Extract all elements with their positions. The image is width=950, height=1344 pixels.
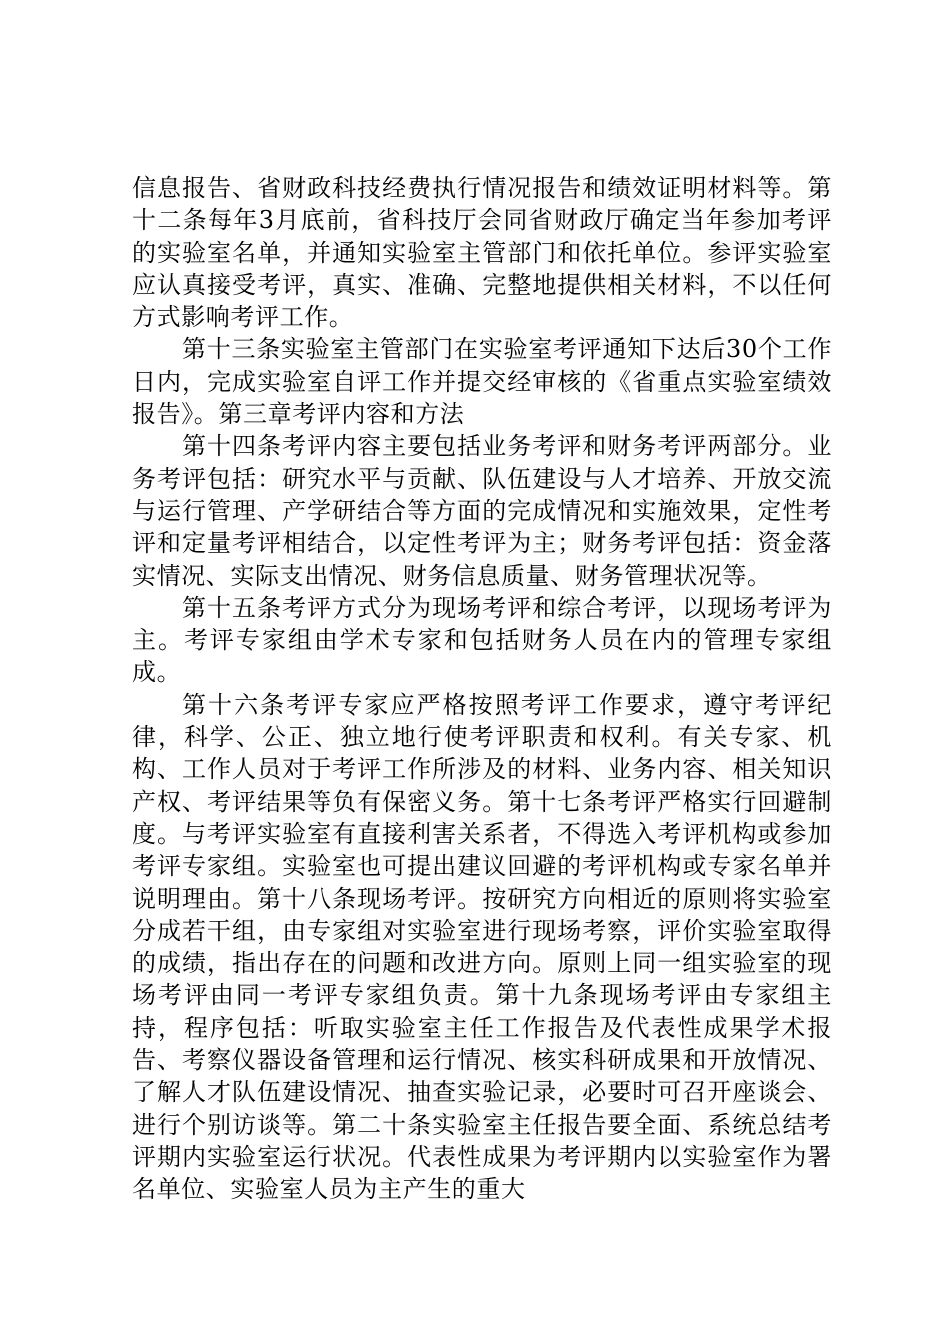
paragraph-5: 第十六条考评专家应严格按照考评工作要求，遵守考评纪律，科学、公正、独立地行使考评职责和权利。有关专家、机构、工作人员对于考评工作所涉及的材料、业务内容、相关知识产权、考评结果等负有保密义务。第十七条考评严格实行回避制度。与考评实验室有直接利害关系者，不得选入考评机构或参加考评专家组。实验室也可提出建议回避的考评机构或专家名单并说明理由。第十八条现场考评。按研究方向相近的原则将实验室分成若干组，由专家组对实验室进行现场考察，评价实验室取得的成绩，指出存在的问题和改进方向。原则上同一组实验室的现场考评由同一考评专家组负责。第十九条现场考评由专家组主持，程序包括：听取实验室主任工作报告及代表性成果学术报告、考察仪器设备管理和运行情况、核实科研成果和开放情况、了解人才队伍建设情况、抽查实验记录，必要时可召开座谈会、进行个别访谈等。第二十条实验室主任报告要全面、系统总结考评期内实验室运行状况。代表性成果为考评期内以实验室作为署名单位、实验室人员为主产生的重大 [132, 690, 832, 1204]
paragraph-1: 信息报告、省财政科技经费执行情况报告和绩效证明材料等。第十二条每年3月底前，省科技厅会同省财政厅确定当年参加考评的实验室名单，并通知实验室主管部门和依托单位。参评实验室应认真接受考评，真实、准确、完整地提供相关材料，不以任何方式影响考评工作。 [132, 174, 832, 332]
paragraph-2: 第十三条实验室主管部门在实验室考评通知下达后30个工作日内，完成实验室自评工作并提交经审核的《省重点实验室绩效报告》。第三章考评内容和方法 [132, 335, 832, 429]
paragraph-4: 第十五条考评方式分为现场考评和综合考评，以现场考评为主。考评专家组由学术专家和包括财务人员在内的管理专家组成。 [132, 593, 832, 687]
paragraph-3: 第十四条考评内容主要包括业务考评和财务考评两部分。业务考评包括：研究水平与贡献、队伍建设与人才培养、开放交流与运行管理、产学研结合等方面的完成情况和实施效果，定性考评和定量考评相结合，以定性考评为主；财务考评包括：资金落实情况、实际支出情况、财务信息质量、财务管理状况等。 [132, 432, 832, 590]
document-body [132, 172, 832, 1206]
